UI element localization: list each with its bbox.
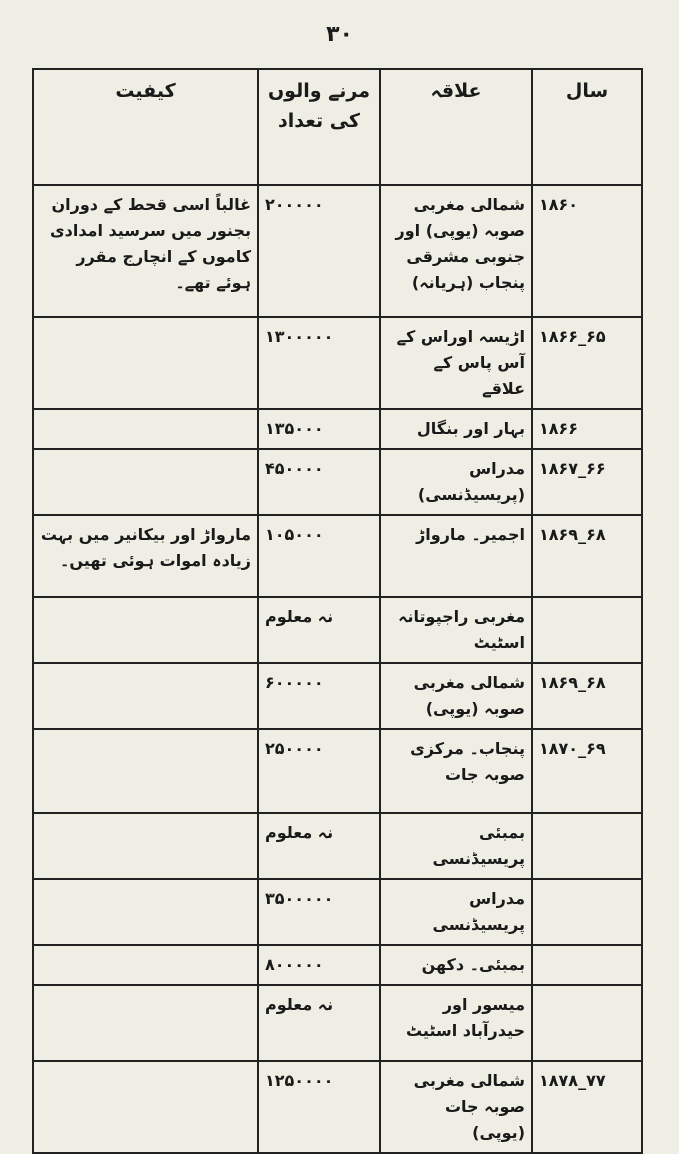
cell-remarks (33, 813, 258, 879)
cell-remarks (33, 597, 258, 663)
cell-deaths: ۱۰۵۰۰۰ (258, 515, 380, 597)
header-remarks: کیفیت (33, 69, 258, 185)
cell-region: اڑیسہ اوراس کے آس پاس کے علاقے (380, 317, 532, 409)
cell-remarks: غالباً اسی قحط کے دوران بجنور میں سرسید امدادی کاموں کے انچارج مقرر ہوئے تھے۔ (33, 185, 258, 317)
cell-year: ۱۸۶۹_۶۸ (532, 515, 642, 597)
cell-region: میسور اور حیدرآباد اسٹیٹ (380, 985, 532, 1061)
cell-deaths: ۱۳۰۰۰۰۰ (258, 317, 380, 409)
cell-remarks: مارواڑ اور بیکانیر میں بہت زیادہ اموات ہوئی تھیں۔ (33, 515, 258, 597)
cell-year (532, 597, 642, 663)
table-row (33, 879, 642, 945)
cell-remarks (33, 879, 258, 945)
cell-deaths: ۲۰۰۰۰۰ (258, 185, 380, 317)
cell-year: ۱۸۷۰_۶۹ (532, 729, 642, 813)
table-row (33, 985, 642, 1061)
cell-deaths: نہ معلوم (258, 813, 380, 879)
table-row (33, 317, 642, 409)
cell-region: شمالی مغربی صوبہ (یوپی) اور جنوبی مشرقی پنجاب (ہریانہ) (380, 185, 532, 317)
cell-deaths: ۶۰۰۰۰۰ (258, 663, 380, 729)
cell-deaths: ۱۳۵۰۰۰ (258, 409, 380, 449)
table-row (33, 1061, 642, 1153)
cell-deaths: ۳۵۰۰۰۰۰ (258, 879, 380, 945)
cell-year: ۱۸۶۶_۶۵ (532, 317, 642, 409)
cell-year: ۱۸۷۸_۷۷ (532, 1061, 642, 1153)
cell-remarks (33, 1061, 258, 1153)
cell-deaths: ۴۵۰۰۰۰ (258, 449, 380, 515)
header-region: علاقہ (380, 69, 532, 185)
cell-region: بمبئی۔ دکھن (380, 945, 532, 985)
cell-deaths: ۱۲۵۰۰۰۰ (258, 1061, 380, 1153)
cell-remarks (33, 945, 258, 985)
cell-year: ۱۸۶۹_۶۸ (532, 663, 642, 729)
cell-year: ۱۸۶۶ (532, 409, 642, 449)
header-deaths: مرنے والوں کی تعداد (258, 69, 380, 185)
famine-table (32, 68, 643, 1154)
cell-region: مدراس پریسیڈنسی (380, 879, 532, 945)
header-year: سال (532, 69, 642, 185)
cell-remarks (33, 409, 258, 449)
cell-region: بہار اور بنگال (380, 409, 532, 449)
table-row (33, 945, 642, 985)
cell-year: ۱۸۶۷_۶۶ (532, 449, 642, 515)
cell-deaths: نہ معلوم (258, 985, 380, 1061)
cell-region: پنجاب۔ مرکزی صوبہ جات (380, 729, 532, 813)
cell-region: مدراس (پریسیڈنسی) (380, 449, 532, 515)
cell-deaths: ۲۵۰۰۰۰ (258, 729, 380, 813)
cell-remarks (33, 449, 258, 515)
cell-year (532, 813, 642, 879)
table-row (33, 185, 642, 317)
cell-region: شمالی مغربی صوبہ جات (یوپی) (380, 1061, 532, 1153)
cell-region: مغربی راجپوتانہ اسٹیٹ (380, 597, 532, 663)
page-number: ۳۰ (326, 22, 353, 47)
table-row (33, 729, 642, 813)
cell-remarks (33, 317, 258, 409)
cell-deaths: ۸۰۰۰۰۰ (258, 945, 380, 985)
cell-region: اجمیر۔ مارواڑ (380, 515, 532, 597)
table-row (33, 597, 642, 663)
table-row (33, 409, 642, 449)
table-row (33, 449, 642, 515)
cell-year (532, 945, 642, 985)
cell-year (532, 985, 642, 1061)
cell-deaths: نہ معلوم (258, 597, 380, 663)
table-row (33, 813, 642, 879)
cell-region: شمالی مغربی صوبہ (یوپی) (380, 663, 532, 729)
cell-remarks (33, 729, 258, 813)
cell-year (532, 879, 642, 945)
cell-year: ۱۸۶۰ (532, 185, 642, 317)
cell-region: بمبئی پریسیڈنسی (380, 813, 532, 879)
table-row (33, 663, 642, 729)
table-header-row (33, 69, 642, 185)
cell-remarks (33, 985, 258, 1061)
cell-remarks (33, 663, 258, 729)
table-row (33, 515, 642, 597)
